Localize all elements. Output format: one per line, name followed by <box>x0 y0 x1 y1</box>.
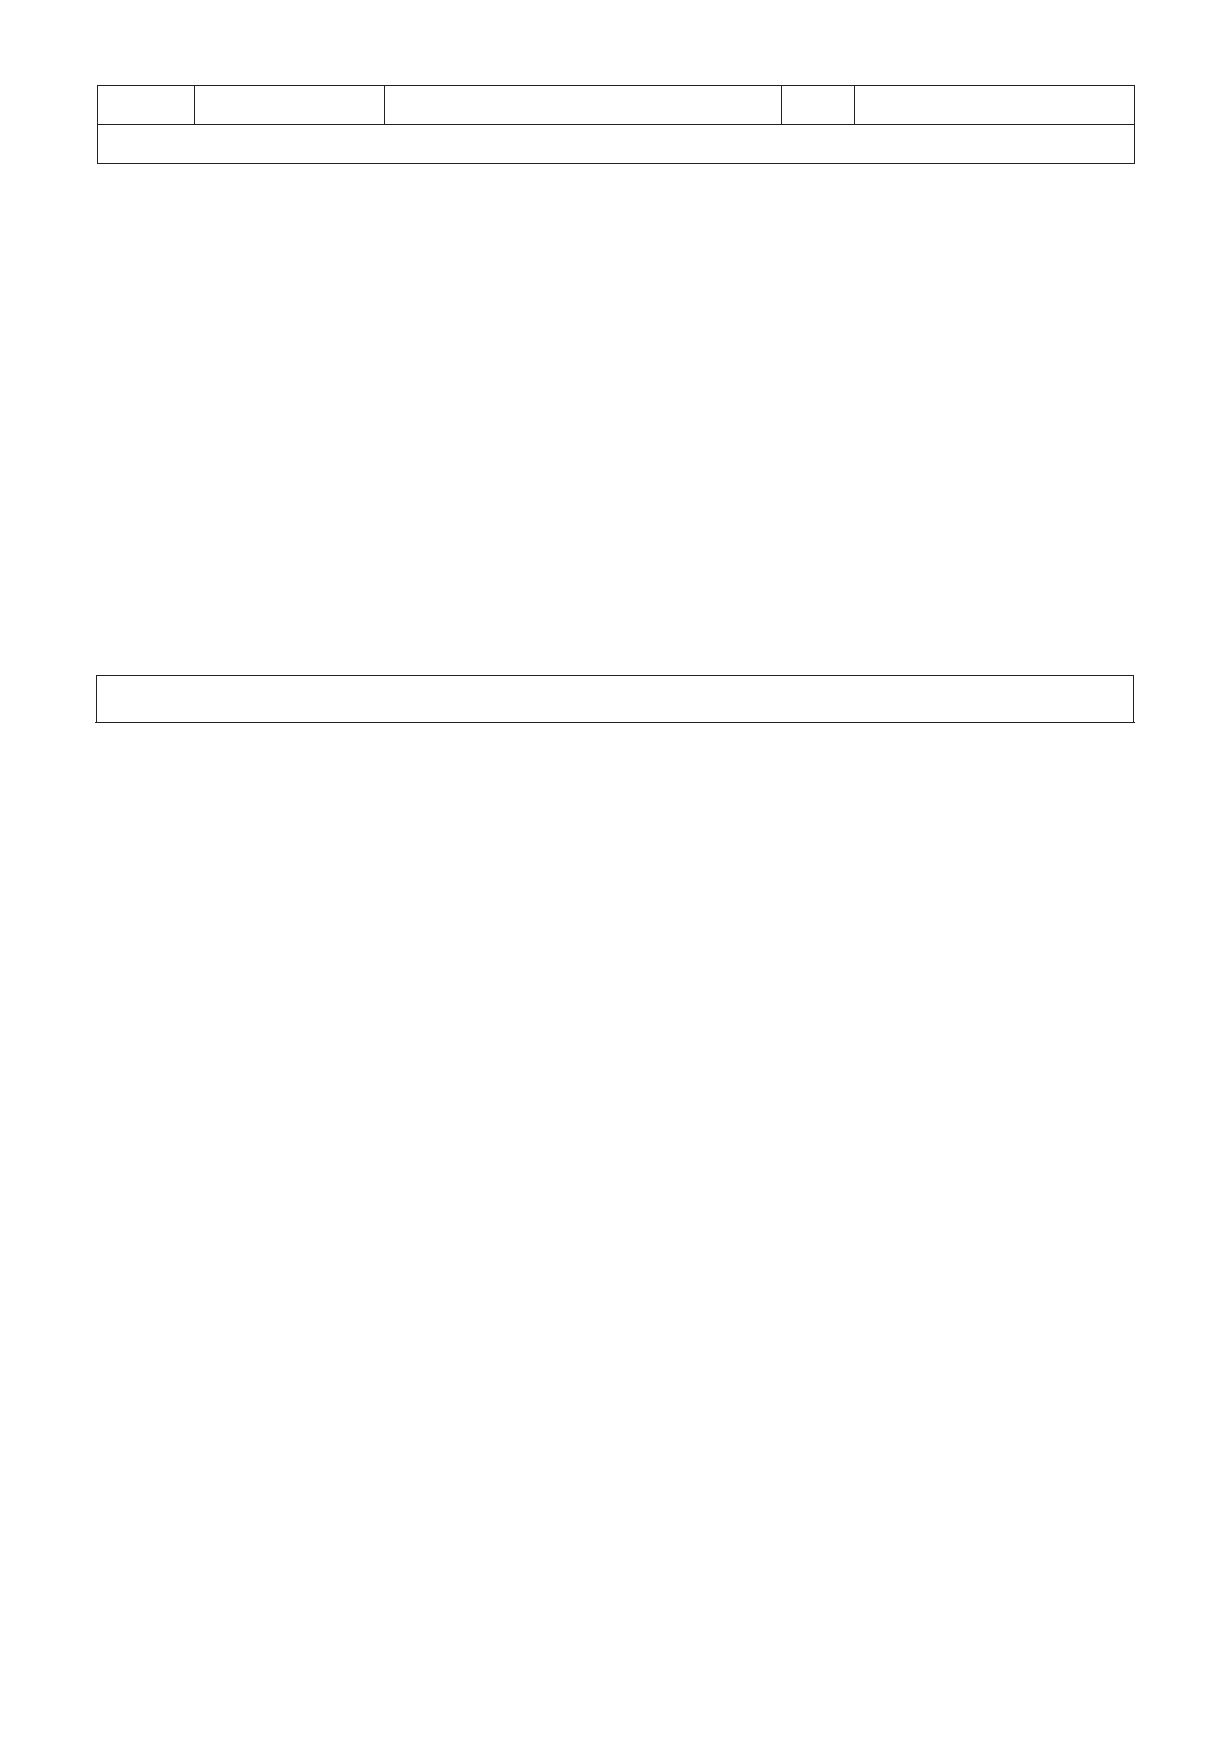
other-section-row <box>98 125 1135 164</box>
parts-table-different <box>95 722 1135 723</box>
header-parts-no <box>195 86 385 125</box>
different-section-title <box>96 675 1134 723</box>
header-symbol-no <box>855 86 1135 125</box>
header-description <box>385 86 782 125</box>
header-item <box>98 86 195 125</box>
header-qty <box>782 86 855 125</box>
parts-table-upper <box>97 85 1135 164</box>
